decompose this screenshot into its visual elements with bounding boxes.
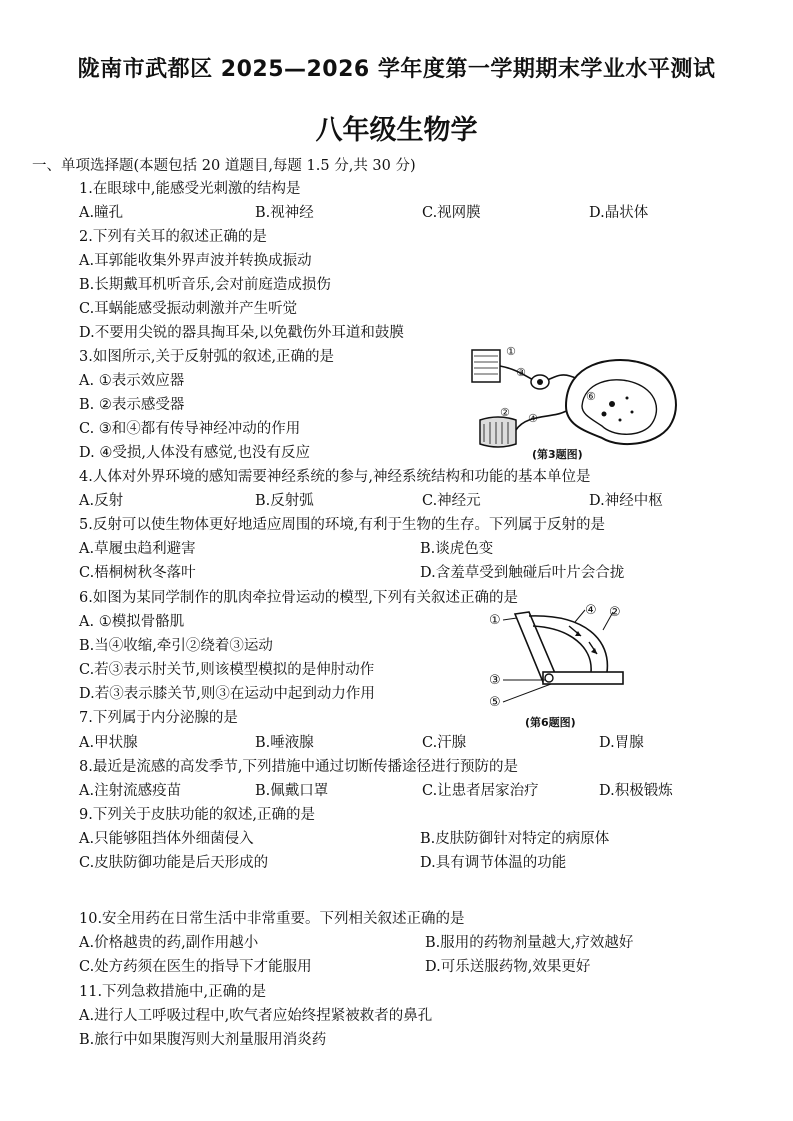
q7-option-d: D.胃腺 (599, 735, 644, 751)
q9-option-d: D.具有调节体温的功能 (420, 855, 567, 871)
q6-option-b: B.当④收缩,牵引②绕着③运动 (79, 638, 273, 654)
lower-bone (543, 672, 623, 684)
q5-option-a: A.草履虫趋利避害 (79, 541, 196, 557)
q3-stem: 3.如图所示,关于反射弧的叙述,正确的是 (79, 349, 335, 365)
reflex-arc-diagram (462, 342, 692, 462)
q1-option-c: C.视网膜 (422, 205, 481, 221)
q1-option-d: D.晶状体 (589, 205, 649, 221)
q1-stem: 1.在眼球中,能感受光刺激的结构是 (79, 181, 301, 197)
q5-stem: 5.反射可以使生物体更好地适应周围的环境,有利于生物的生存。下列属于反射的是 (79, 517, 605, 533)
model-label-1: ① (489, 613, 501, 628)
fig3-caption: (第3题图) (532, 448, 583, 461)
q7-option-b: B.唾液腺 (255, 735, 314, 751)
q7-stem: 7.下列属于内分泌腺的是 (79, 710, 238, 726)
q1-option-b: B.视神经 (255, 205, 314, 221)
q9-stem: 9.下列关于皮肤功能的叙述,正确的是 (79, 807, 315, 823)
model-label-3: ③ (489, 673, 501, 688)
model-label-2: ② (609, 605, 621, 620)
q6-option-a: A. ①模拟骨骼肌 (79, 614, 185, 630)
q5-option-b: B.谈虎色变 (420, 541, 494, 557)
label-2: ② (500, 406, 510, 419)
q8-stem: 8.最近是流感的高发季节,下列措施中通过切断传播途径进行预防的是 (79, 759, 518, 775)
q10-option-c: C.处方药须在医生的指导下才能服用 (79, 959, 312, 975)
label-6: ⑥ (586, 390, 596, 403)
q8-option-a: A.注射流感疫苗 (79, 783, 182, 799)
q4-option-b: B.反射弧 (255, 493, 314, 509)
q2-option-c: C.耳蜗能感受振动刺激并产生听觉 (79, 301, 298, 317)
q3-option-a: A. ①表示效应器 (79, 373, 185, 389)
q8-option-c: C.让患者居家治疗 (422, 783, 539, 799)
q10-stem: 10.安全用药在日常生活中非常重要。下列相关叙述正确的是 (79, 911, 465, 927)
model-label-4: ④ (585, 603, 597, 618)
exam-title: 陇南市武都区 2025—2026 学年度第一学期期末学业水平测试 (77, 57, 716, 82)
q8-option-b: B.佩戴口罩 (255, 783, 329, 799)
q9-option-a: A.只能够阻挡体外细菌侵入 (79, 831, 254, 847)
q2-option-b: B.长期戴耳机听音乐,会对前庭造成损伤 (79, 277, 331, 293)
q2-stem: 2.下列有关耳的叙述正确的是 (79, 229, 267, 245)
q8-option-d: D.积极锻炼 (599, 783, 673, 799)
q9-option-b: B.皮肤防御针对特定的病原体 (420, 831, 610, 847)
q6-option-c: C.若③表示肘关节,则该模型模拟的是伸肘动作 (79, 662, 375, 678)
effector-muscle (480, 417, 516, 447)
joint (545, 674, 553, 682)
q10-option-b: B.服用的药物剂量越大,疗效越好 (425, 935, 634, 951)
spinal-cord (566, 360, 676, 444)
q6-stem: 6.如图为某同学制作的肌肉牵拉骨运动的模型,下列有关叙述正确的是 (79, 590, 518, 606)
q2-option-a: A.耳郭能收集外界声波并转换成振动 (79, 253, 312, 269)
section-heading: 一、单项选择题(本题包括 20 道题目,每题 1.5 分,共 30 分) (32, 158, 416, 174)
q10-option-a: A.价格越贵的药,副作用越小 (79, 935, 259, 951)
q11-stem: 11.下列急救措施中,正确的是 (79, 984, 267, 1000)
q4-option-c: C.神经元 (422, 493, 481, 509)
q6-option-d: D.若③表示膝关节,则③在运动中起到动力作用 (79, 686, 375, 702)
model-label-5: ⑤ (489, 695, 501, 710)
q11-option-b: B.旅行中如果腹泻则大剂量服用消炎药 (79, 1032, 327, 1048)
q4-option-d: D.神经中枢 (589, 493, 663, 509)
label-1: ① (506, 345, 516, 358)
q4-stem: 4.人体对外界环境的感知需要神经系统的参与,神经系统结构和功能的基本单位是 (79, 469, 591, 485)
q7-option-a: A.甲状腺 (79, 735, 138, 751)
q9-option-c: C.皮肤防御功能是后天形成的 (79, 855, 269, 871)
label-4: ④ (528, 412, 538, 425)
q4-option-a: A.反射 (79, 493, 124, 509)
q3-option-c: C. ③和④都有传导神经冲动的作用 (79, 421, 301, 437)
muscle-model-figure (485, 600, 635, 732)
q7-option-c: C.汗腺 (422, 735, 467, 751)
muscle-model-diagram (485, 600, 635, 712)
q2-option-d: D.不要用尖锐的器具掏耳朵,以免戳伤外耳道和鼓膜 (79, 325, 404, 341)
receptor-skin (472, 350, 500, 382)
q1-option-a: A.瞳孔 (79, 205, 124, 221)
q5-option-d: D.含羞草受到触碰后叶片会合拢 (420, 565, 625, 581)
q3-option-d: D. ④受损,人体没有感觉,也没有反应 (79, 445, 311, 461)
q11-option-a: A.进行人工呼吸过程中,吹气者应始终捏紧被救者的鼻孔 (79, 1008, 433, 1024)
fig6-caption: (第6题图) (525, 716, 576, 729)
label-3: ③ (516, 366, 526, 379)
reflex-arc-figure (462, 342, 692, 462)
q5-option-c: C.梧桐树秋冬落叶 (79, 565, 196, 581)
q10-option-d: D.可乐送服药物,效果更好 (425, 959, 591, 975)
exam-subject: 八年级生物学 (315, 115, 478, 146)
q3-option-b: B. ②表示感受器 (79, 397, 185, 413)
